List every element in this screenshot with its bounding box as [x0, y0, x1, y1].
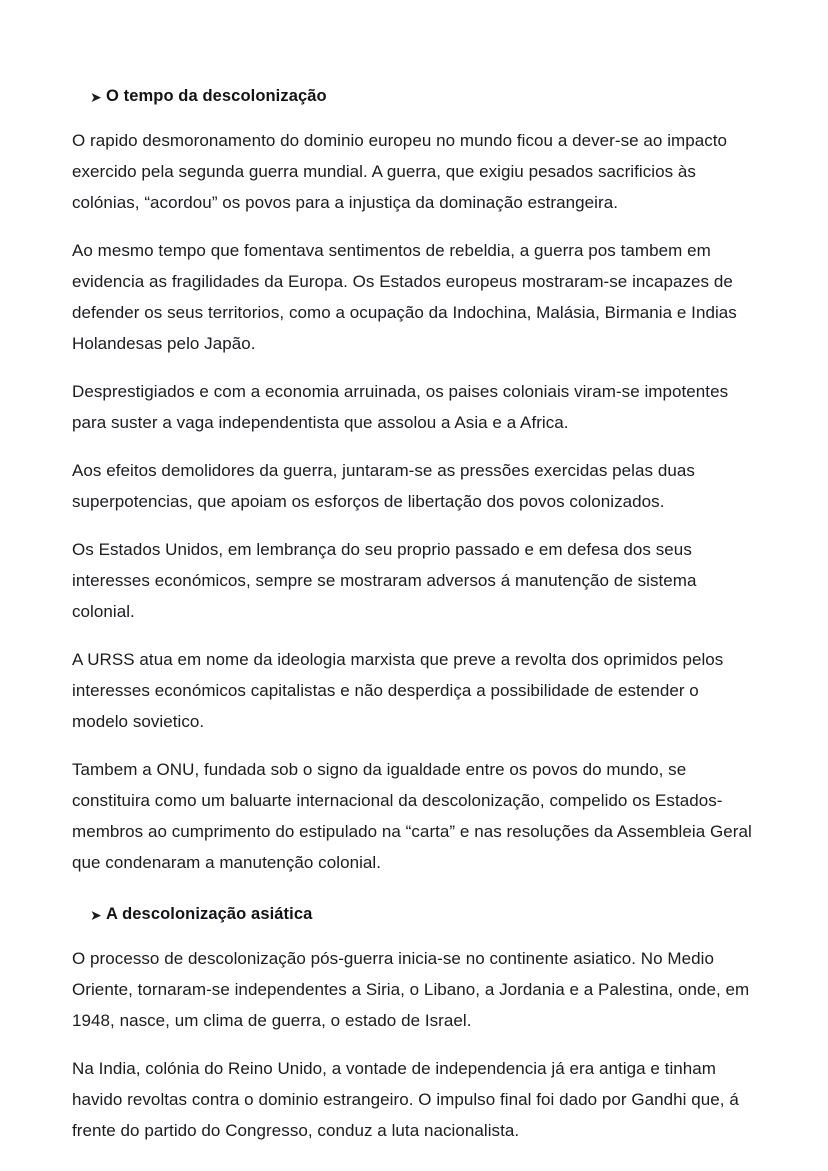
document-content: [72, 86, 754, 1146]
section-heading-2-label: A descolonização asiática: [106, 905, 313, 923]
arrow-bullet-icon: ➤: [90, 907, 102, 923]
paragraph: Na India, colónia do Reino Unido, a vontade de independencia já era antiga e tinham havido revoltas contra o dominio estrangeiro. O impulso final foi dado por Gandhi que, á frente do partido do Congresso, conduz a luta nacionalista.: [72, 1059, 739, 1140]
paragraph: Ao mesmo tempo que fomentava sentimentos de rebeldia, a guerra pos tambem em evidencia as fragilidades da Europa. Os Estados europeus mostraram-se incapazes de defender os seus territorios, como a ocupação da Indochina, Malásia, Birmania e Indias Holandesas pelo Japão.: [72, 241, 737, 353]
paragraph: O processo de descolonização pós-guerra inicia-se no continente asiatico. No Medio Oriente, tornaram-se independentes a Siria, o Libano, a Jordania e a Palestina, onde, em 1948, nasce, um clima de guerra, o estado de Israel.: [72, 949, 750, 1030]
paragraph: Aos efeitos demolidores da guerra, juntaram-se as pressões exercidas pelas duas superpotencias, que apoiam os esforços de libertação dos povos colonizados.: [72, 461, 695, 511]
paragraph: A URSS atua em nome da ideologia marxista que preve a revolta dos oprimidos pelos interesses económicos capitalistas e não desperdiça a possibilidade de estender o modelo sovietico.: [72, 650, 724, 731]
paragraph: Tambem a ONU, fundada sob o signo da igualdade entre os povos do mundo, se constituira como um baluarte internacional da descolonização, compelido os Estados-membros ao cumprimento do estipulado na “carta” e nas resoluções da Assembleia Geral que condenaram a manutenção colonial.: [72, 760, 752, 872]
arrow-bullet-icon: ➤: [90, 89, 102, 105]
paragraph: O rapido desmoronamento do dominio europeu no mundo ficou a dever-se ao impacto exercido pela segunda guerra mundial. A guerra, que exigiu pesados sacrificios às colónias, “acordou” os povos para a injustiça da dominação estrangeira.: [72, 131, 728, 212]
section-heading-1: [72, 86, 754, 107]
section-heading-1-label: O tempo da descolonização: [106, 87, 327, 105]
paragraph: Os Estados Unidos, em lembrança do seu proprio passado e em defesa dos seus interesses económicos, sempre se mostraram adversos á manutenção de sistema colonial.: [72, 540, 697, 621]
section-heading-2: [72, 904, 754, 925]
paragraph: Desprestigiados e com a economia arruinada, os paises coloniais viram-se impotentes para suster a vaga independentista que assolou a Asia e a Africa.: [72, 382, 729, 432]
